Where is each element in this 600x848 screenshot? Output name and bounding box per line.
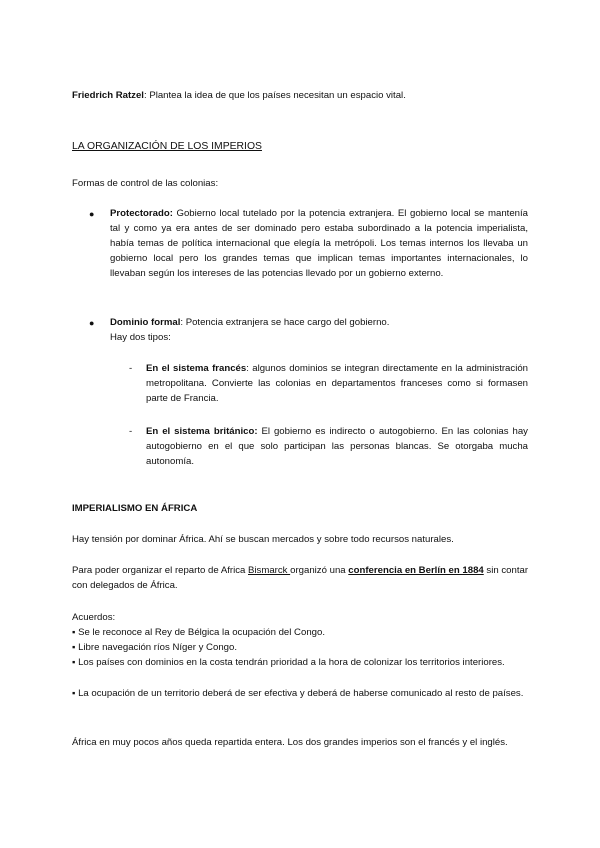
subitem-sistema-britanico: [146, 424, 528, 469]
bullet-icon: ●: [89, 209, 95, 219]
dominio-formal-term: Dominio formal: [110, 317, 181, 328]
section-title-organizacion: LA ORGANIZACIÓN DE LOS IMPERIOS: [72, 141, 262, 152]
berlin-post: sin contar con delegados de África.: [72, 565, 529, 591]
sistema-frances-text: : algunos dominios se integran directamente en la administración metropolitana. Convierte las colonias en departamentos franceses como si formasen parte de Francia.: [146, 363, 528, 404]
list-item-protectorado: [110, 206, 528, 281]
intro-text: : Plantea la idea de que los países necesitan un espacio vital.: [143, 90, 406, 101]
protectorado-term: Protectorado:: [110, 208, 173, 219]
intro-term: Friedrich Ratzel: [72, 90, 144, 101]
agreement-item: ▪ Los países con dominios en la costa tendrán prioridad a la hora de colonizar los territorios interiores.: [72, 657, 505, 668]
bullet-icon: ●: [89, 318, 95, 328]
intro-paragraph: [72, 88, 528, 103]
section-title-africa: IMPERIALISMO EN ÁFRICA: [72, 503, 198, 514]
bismarck-link: Bismarck: [248, 565, 291, 576]
berlin-conference-paragraph: [72, 563, 528, 593]
agreement-item: ▪ La ocupación de un territorio deberá de ser efectiva y deberá de haberse comunicado al resto de países.: [72, 688, 524, 699]
sistema-britanico-term: En el sistema británico:: [146, 426, 258, 437]
dominio-types-lead: Hay dos tipos:: [110, 332, 171, 343]
berlin-conference-term: conferencia en Berlín en 1884: [348, 565, 484, 576]
agreement-item: ▪ Se le reconoce al Rey de Bélgica la ocupación del Congo.: [72, 627, 325, 638]
dash-icon: -: [129, 363, 133, 374]
dominio-formal-text: : Potencia extranjera se hace cargo del gobierno.: [180, 317, 390, 328]
berlin-mid: organizó una: [290, 565, 349, 576]
dash-icon: -: [129, 426, 133, 437]
closing-paragraph: África en muy pocos años queda repartida entera. Los dos grandes imperios son el francés y el inglés.: [72, 737, 508, 748]
subitem-sistema-frances: [146, 361, 528, 406]
africa-tension-paragraph: Hay tensión por dominar África. Ahí se buscan mercados y sobre todo recursos naturales.: [72, 534, 454, 545]
protectorado-text: Gobierno local tutelado por la potencia extranjera. El gobierno local se mantenía tal y como ya era antes de ser dominado pero estaba subordinado a la potencia imperialista, había temas de política internacional que elegía la metrópoli. Los temas internos los llevaba un gobierno local pero los grandes temas que implican temas importantes internacionales, lo llevaban según los intereses de las potencias llevado por un gobierno externo.: [110, 208, 528, 279]
sistema-britanico-text: El gobierno es indirecto o autogobierno. En las colonias hay autogobierno en el que solo participan las personas blancas. Se otorgaba mucha autonomía.: [146, 426, 528, 467]
agreements-title: Acuerdos:: [72, 612, 116, 623]
sistema-frances-term: En el sistema francés: [146, 363, 247, 374]
list-item-dominio-formal: [110, 315, 528, 330]
agreement-item: ▪ Libre navegación ríos Níger y Congo.: [72, 642, 237, 653]
colonies-control-lead: Formas de control de las colonias:: [72, 178, 219, 189]
berlin-pre: Para poder organizar el reparto de Africa: [72, 565, 249, 576]
